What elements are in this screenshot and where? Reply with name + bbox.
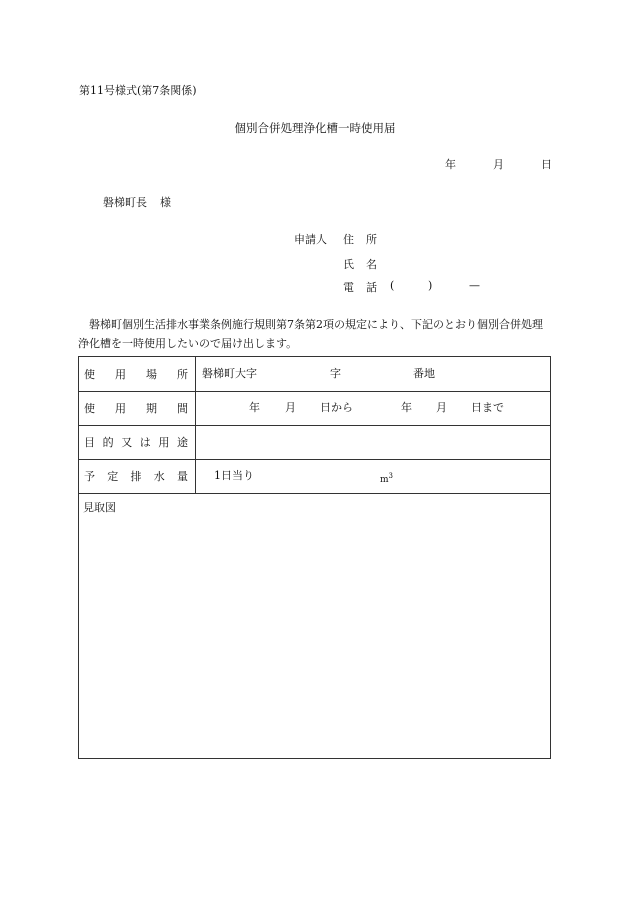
phone-open-paren: ( [390,279,395,292]
label-char: 水 [153,470,165,483]
location-aza: 字 [330,367,341,380]
label-char: 話 [366,281,377,294]
volume-unit-base: m [380,475,389,485]
label-char: 用 [115,368,126,381]
period-year-2: 年 [401,401,412,414]
label-char: 定 [107,470,119,483]
label-char: 使 [84,368,95,381]
label-char: 住 [343,233,354,246]
label-char: 又 [121,436,133,449]
row-purpose [79,425,550,460]
label-char: 排 [130,470,142,483]
location-place: 磐梯町大字 [202,367,257,380]
label-char: 使 [84,402,95,415]
label-char: 所 [177,368,188,381]
location-banchi: 番地 [413,367,435,380]
row-planned-discharge [79,459,550,494]
phone-dash: — [469,279,480,292]
label-char: 間 [177,402,188,415]
period-year-1: 年 [249,401,260,414]
period-month-2: 月 [436,401,447,414]
planned-discharge-label [79,459,196,493]
label-char: 用 [158,436,170,449]
date-day-label: 日 [541,158,552,171]
label-char: は [139,436,151,449]
volume-per-day: 1日当り [214,469,254,482]
label-char: 電 [343,281,354,294]
applicant-phone-label [343,279,377,295]
label-char: 所 [366,233,377,246]
label-char: 場 [146,368,157,381]
period-month-1: 月 [285,401,296,414]
usage-location-label [79,357,196,391]
phone-close-paren: ) [428,279,433,292]
date-month-label: 月 [493,158,504,171]
addressee-name: 磐梯町長 [103,196,147,209]
period-until: 日まで [471,401,504,414]
form-number: 第11号様式(第7条関係) [79,84,197,97]
body-text: 磐梯町個別生活排水事業条例施行規則第7条第2項の規定により、下記のとおり個別合併処理浄化槽を一時使用したいので届け出します。 [78,318,543,350]
label-char: 量 [177,470,188,483]
document-title: 個別合併処理浄化槽一時使用届 [234,121,396,135]
label-char: 予 [84,470,95,483]
label-char: 途 [176,436,188,449]
label-char: 的 [102,436,114,449]
usage-period-label [79,391,196,425]
applicant-address-label [343,231,377,247]
label-char: 氏 [343,258,354,271]
label-char: 名 [366,258,377,271]
addressee-honorific: 様 [160,196,171,209]
volume-unit [380,459,393,493]
purpose-label [79,425,196,459]
sketch-map-label: 見取図 [83,501,116,514]
applicant-label: 申請人 [294,233,327,246]
label-char: 期 [146,402,157,415]
label-char: 用 [115,402,126,415]
volume-unit-superscript: 3 [388,472,394,480]
period-from: 日から [320,401,353,414]
form-table [78,356,551,759]
applicant-name-label [343,256,377,272]
date-year-label: 年 [445,158,456,171]
label-char: 目 [84,436,95,449]
row-usage-period [79,391,550,426]
row-usage-location [79,357,550,392]
